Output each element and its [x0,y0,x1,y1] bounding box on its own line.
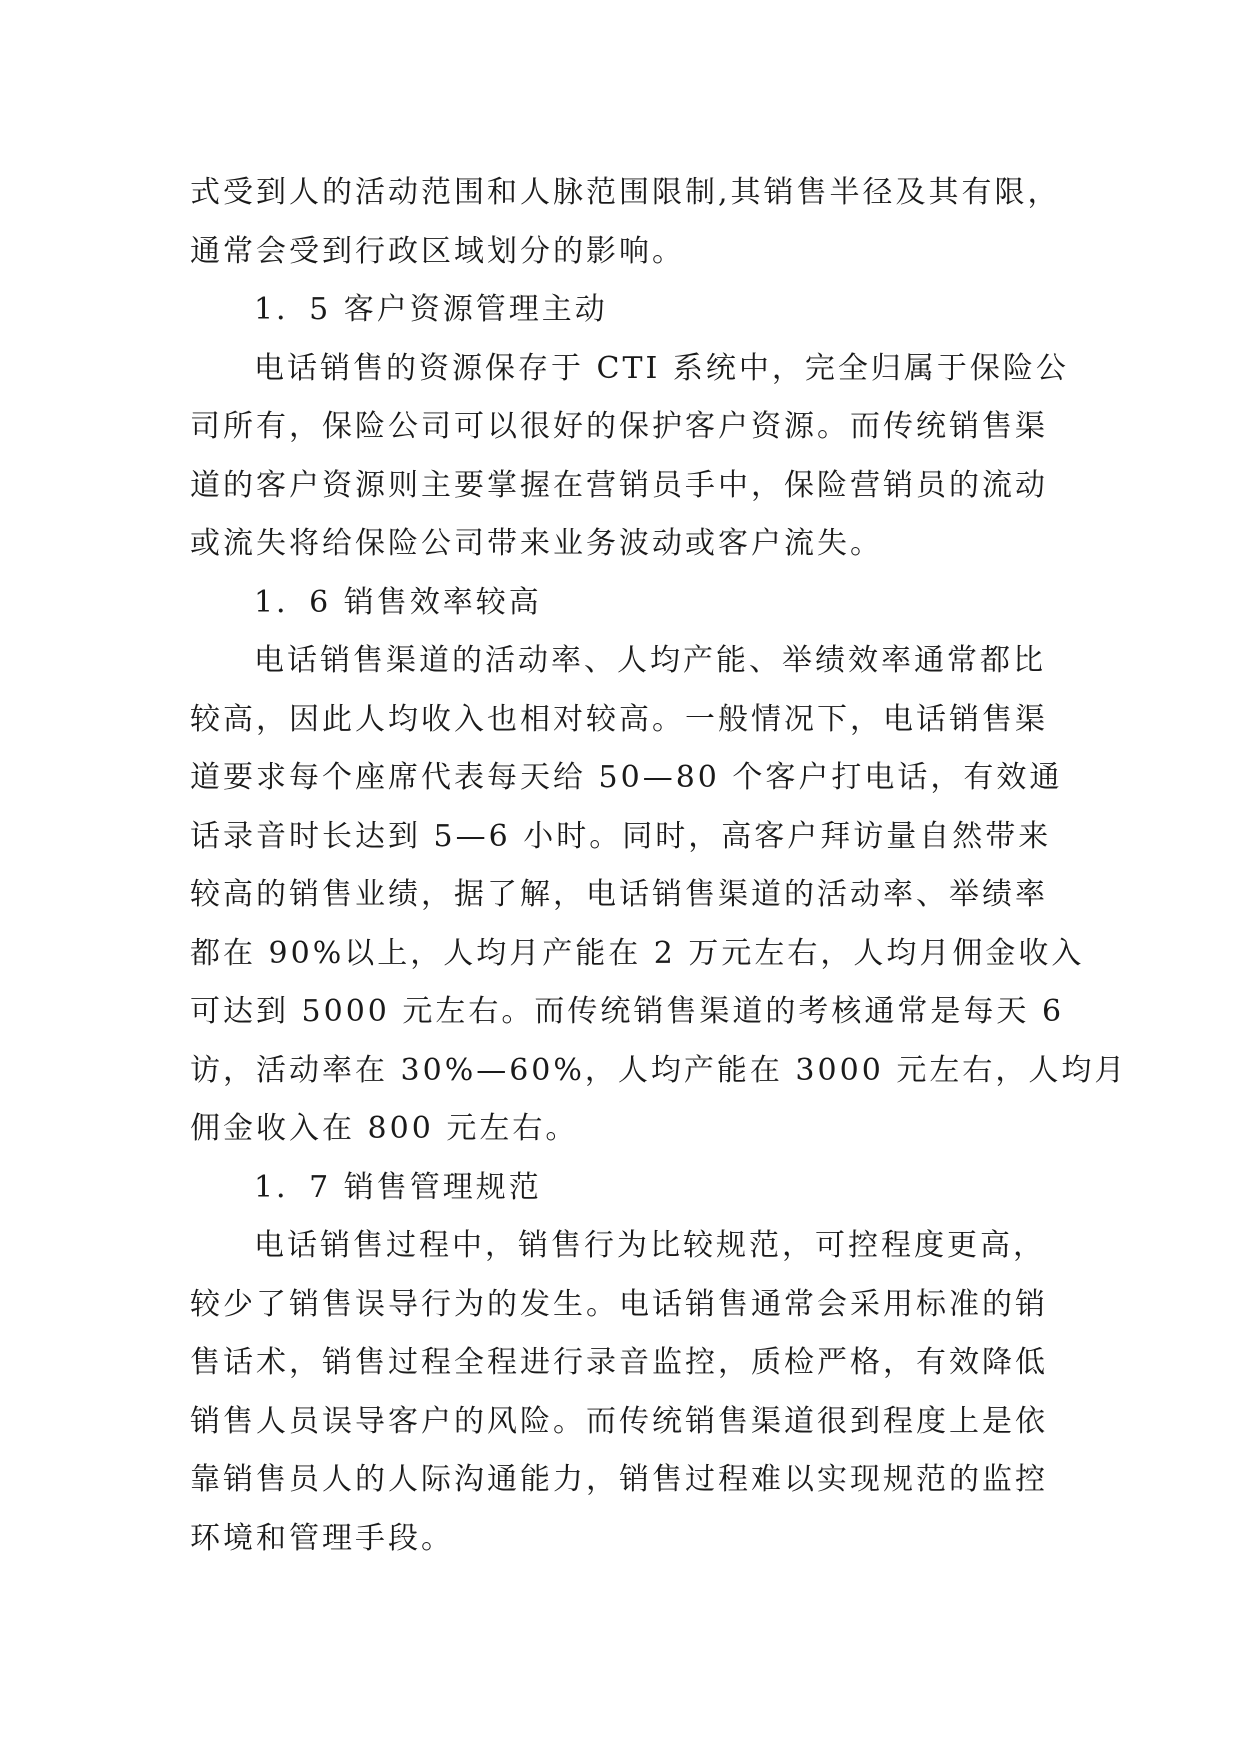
text-line: 通常会受到行政区域划分的影响。 [190,233,685,269]
text-line: 道的客户资源则主要掌握在营销员手中，保险营销员的流动 [190,467,1048,503]
text-line: 司所有，保险公司可以很好的保护客户资源。而传统销售渠 [190,409,1048,444]
text-line: 靠销售员人的人际沟通能力，销售过程难以实现规范的监控 [190,1462,1048,1497]
text-line: 售话术，销售过程全程进行录音监控，质检严格，有效降低 [190,1345,1048,1380]
text-line: 式受到人的活动范围和人脉范围限制,其销售半径及其有限， [190,175,1061,210]
text-line: 都在 90%以上，人均月产能在 2 万元左右，人均月佣金收入 [190,935,1085,971]
text-line: 或流失将给保险公司带来业务波动或客户流失。 [190,526,883,561]
text-line: 较高，因此人均收入也相对较高。一般情况下，电话销售渠 [190,701,1048,737]
text-line: 佣金收入在 800 元左右。 [190,1111,579,1146]
text-line: 话录音时长达到 5—6 小时。同时，高客户拜访量自然带来 [190,818,1052,854]
text-line: 可达到 5000 元左右。而传统销售渠道的考核通常是每天 6 [190,994,1065,1029]
text-line: 电话销售的资源保存于 CTI 系统中，完全归属于保险公 [254,350,1069,386]
text-line: 销售人员误导客户的风险。而传统销售渠道很到程度上是依 [190,1403,1048,1439]
text-line: 1．6 销售效率较高 [254,584,542,620]
text-line: 访，活动率在 30%—60%，人均产能在 3000 元左右，人均月 [190,1052,1128,1088]
text-line: 较高的销售业绩，据了解，电话销售渠道的活动率、举绩率 [190,877,1048,912]
text-line: 电话销售过程中，销售行为比较规范，可控程度更高， [254,1228,1046,1263]
text-line: 道要求每个座席代表每天给 50—80 个客户打电话，有效通 [190,760,1063,795]
text-line: 1．7 销售管理规范 [254,1169,542,1205]
document-body [190,164,1128,1568]
text-line: 环境和管理手段。 [190,1520,454,1556]
text-line: 1．5 客户资源管理主动 [254,292,608,327]
text-line: 电话销售渠道的活动率、人均产能、举绩效率通常都比 [254,643,1046,678]
text-line: 较少了销售误导行为的发生。电话销售通常会采用标准的销 [190,1286,1048,1322]
